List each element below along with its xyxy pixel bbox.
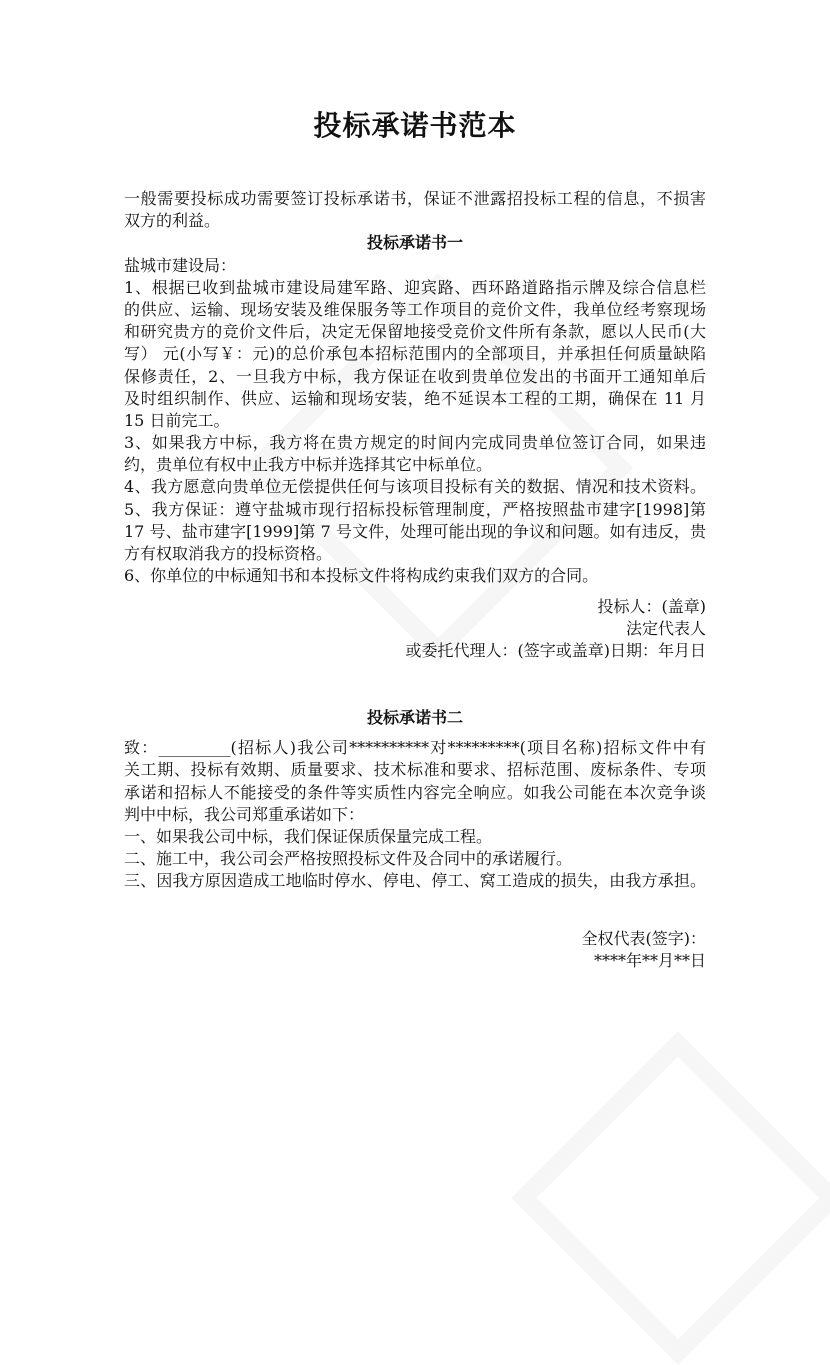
body-line: 盐城市建设局： xyxy=(124,255,237,275)
letter2-body xyxy=(124,737,706,892)
letter1-signature xyxy=(124,596,706,663)
body-line: 5、我方保证：遵守盐城市现行招标投标管理制度，严格按照盐市建字[1998]第 xyxy=(124,499,706,519)
intro-line: 一般需要投标成功需要签订投标承诺书，保证不泄露招投标工程的信息，不损害 xyxy=(124,189,706,208)
body-line: 保修责任，2、一旦我方中标，我方保证在收到贵单位发出的书面开工通知单后 xyxy=(124,366,706,386)
body-line: 关工期、投标有效期、质量要求、技术标准和要求、招标范围、废标条件、专项 xyxy=(124,760,706,780)
body-line: 17 号、盐市建字[1999]第 7 号文件，处理可能出现的争议和问题。如有违反，贵 xyxy=(124,521,706,541)
body-line: 3、如果我方中标，我方将在贵方规定的时间内完成同贵单位签订合同，如果违 xyxy=(124,433,706,453)
body-line: 承诺和招标人不能接受的条件等实质性内容完全响应。如我公司能在本次竞争谈 xyxy=(124,782,706,802)
body-line: 6、你单位的中标通知书和本投标文件将构成约束我们双方的合同。 xyxy=(124,566,599,586)
intro-paragraph xyxy=(124,188,706,587)
body-line: 及时组织制作、供应、运输和现场安装，绝不延误本工程的工期，确保在 11 月 xyxy=(124,388,706,408)
signature-line: 全权代表(签字)： xyxy=(581,929,706,948)
body-line: 4、我方愿意向贵单位无偿提供任何与该项目投标有关的数据、情况和技术资料。 xyxy=(124,477,706,497)
intro-line: 双方的利益。 xyxy=(124,211,221,231)
body-line: 约，贵单位有权中止我方中标并选择其它中标单位。 xyxy=(124,455,493,475)
body-line: 方有权取消我方的投标资格。 xyxy=(124,544,333,563)
signature-line: 或委托代理人：(签字或盖章)日期：年月日 xyxy=(405,641,706,661)
body-line: 和研究贵方的竞价文件后，决定无保留地接受竞价文件所有条款，愿以人民币(大 xyxy=(124,322,706,342)
signature-line: ****年**月**日 xyxy=(593,951,706,971)
body-line: 三、因我方原因造成工地临时停水、停电、停工、窝工造成的损失，由我方承担。 xyxy=(124,871,706,891)
body-line: 二、施工中，我公司会严格按照投标文件及合同中的承诺履行。 xyxy=(124,849,573,869)
signature-line: 法定代表人 xyxy=(625,619,706,639)
body-line: 写） 元(小写￥：元)的总价承包本招标范围内的全部项目，并承担任何质量缺陷 xyxy=(124,344,706,364)
letter1-body xyxy=(124,255,706,588)
letter2-heading: 投标承诺书二 xyxy=(366,708,463,727)
body-line: 15 日前完工。 xyxy=(124,410,230,430)
letter2-signature xyxy=(124,928,706,972)
letter2 xyxy=(124,707,706,893)
body-line: 判中中标，我公司郑重承诺如下： xyxy=(124,804,365,824)
body-line: 致：_________(招标人)我公司**********对*********(项目名称)招标文件中有 xyxy=(124,738,706,758)
body-line: 的供应、运输、现场安装及维保服务等工作项目的竞价文件，我单位经考察现场 xyxy=(124,299,706,319)
watermark xyxy=(511,1031,830,1365)
signature-line: 投标人：(盖章) xyxy=(597,597,706,616)
page-title: 投标承诺书范本 xyxy=(313,109,517,142)
body-line: 1、根据已收到盐城市建设局建军路、迎宾路、西环路道路指示牌及综合信息栏 xyxy=(124,277,706,297)
letter1-heading: 投标承诺书一 xyxy=(366,233,463,253)
body-line: 一、如果我公司中标，我们保证保质保量完成工程。 xyxy=(124,826,493,846)
